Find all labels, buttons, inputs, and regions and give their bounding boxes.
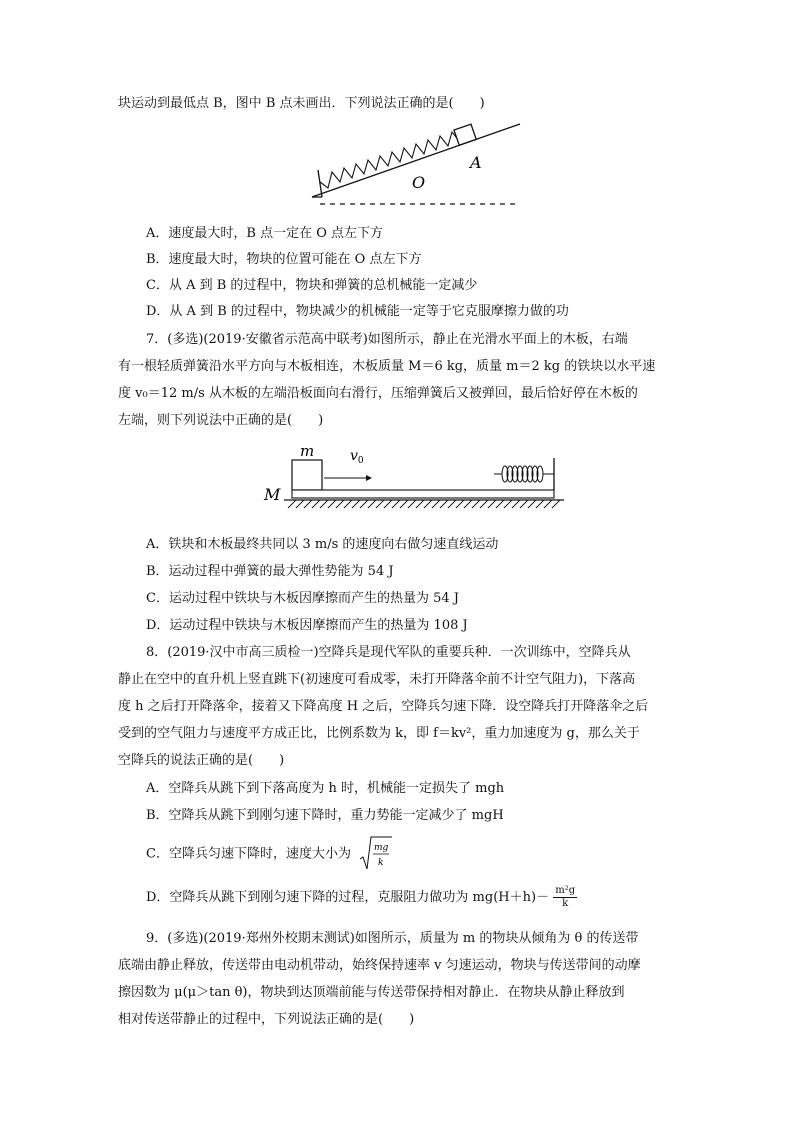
q8-line-3: 度 h 之后打开降落伞，接着又下降高度 H 之后，空降兵匀速下降．设空降兵打开降落伞之后 xyxy=(118,699,649,714)
q7-option-a: A．铁块和木板最终共同以 3 m/s 的速度向右做匀速直线运动 xyxy=(146,537,499,552)
q8-option-a: A．空降兵从跳下到下落高度为 h 时，机械能一定损失了 mgh xyxy=(146,781,505,796)
q7-line-1: 7．(多选)(2019·安徽省示范高中联考)如图所示，静止在光滑水平面上的木板，右端 xyxy=(146,332,628,347)
q7-line-4: 左端，则下列说法中正确的是( ) xyxy=(118,413,324,428)
q8-line-2: 静止在空中的直升机上竖直跳下(初速度可看成零，未打开降落伞前不计空气阻力)，下落高 xyxy=(118,672,636,687)
fraction-m2g-k: $\frac{\text{m²g}}{k}$ xyxy=(555,885,576,909)
spring xyxy=(320,132,460,188)
q9-line-1: 9．(多选)(2019·郑州外校期末测试)如图所示，质量为 m 的物块从倾角为 θ 的传送带 xyxy=(146,931,639,946)
svg-text:k: k xyxy=(378,857,384,868)
sqrt-expression xyxy=(359,834,393,874)
wooden-board xyxy=(292,490,554,498)
q6-stem-tail: 块运动到最低点 B，图中 B 点未画出．下列说法正确的是( ) xyxy=(118,96,485,111)
q8-option-c-text: C．空降兵匀速下降时，速度大小为 xyxy=(146,846,351,862)
block-a xyxy=(454,124,476,145)
q7-line-3: 度 v₀＝12 m/s 从木板的左端沿板面向右滑行，压缩弹簧后又被弹回，最后恰好停在木板的 xyxy=(118,386,638,401)
q9-line-3: 擦因数为 μ(μ＞tan θ)，物块到达顶端前能与传送带保持相对静止．在物块从静止释放到 xyxy=(118,985,625,1000)
label-M: M xyxy=(264,485,281,504)
board-spring-figure xyxy=(258,440,570,512)
q8-option-d-text: D．空降兵从跳下到刚匀速下降的过程，克服阻力做功为 mg(H＋h)－ xyxy=(146,890,550,905)
q8-line-5: 空降兵的说法正确的是( ) xyxy=(118,753,285,768)
q8-option-c xyxy=(146,834,393,874)
svg-text:mg: mg xyxy=(374,842,389,853)
q6-option-c: C．从 A 到 B 的过程中，物块和弹簧的总机械能一定减少 xyxy=(146,278,478,293)
spring-coil xyxy=(494,466,554,482)
q7-line-2: 有一根轻质弹簧沿水平方向与木板相连，木板质量 M＝6 kg，质量 m＝2 kg 的铁块以水平速 xyxy=(118,359,656,374)
q8-line-1: 8．(2019·汉中市高三质检一)空降兵是现代军队的重要兵种．一次训练中，空降兵从 xyxy=(146,645,631,660)
q8-option-b: B．空降兵从跳下到刚匀速下降时，重力势能一定减少了 mgH xyxy=(146,808,504,823)
label-v0: $v_0$ xyxy=(350,448,364,466)
iron-block xyxy=(292,460,322,490)
q7-option-b: B．运动过程中弹簧的最大弹性势能为 54 J xyxy=(146,564,394,579)
q9-line-2: 底端由静止释放，传送带由电动机带动，始终保持速率 v 匀速运动，物块与传送带间的动摩 xyxy=(118,958,641,973)
q8-line-4: 受到的空气阻力与速度平方成正比，比例系数为 k，即 f＝kv²，重力加速度为 g，那么关于 xyxy=(118,726,640,741)
q8-option-d xyxy=(146,880,577,916)
q6-option-b: B．速度最大时，物块的位置可能在 O 点左下方 xyxy=(146,252,422,267)
label-a: A xyxy=(470,153,482,172)
q9-line-4: 相对传送带静止的过程中，下列说法正确的是( ) xyxy=(118,1012,415,1027)
incline-spring-figure xyxy=(310,122,530,210)
q6-option-d: D．从 A 到 B 的过程中，物块减少的机械能一定等于它克服摩擦力做的功 xyxy=(146,304,569,319)
q7-option-c: C．运动过程中铁块与木板因摩擦而产生的热量为 54 J xyxy=(146,591,459,606)
label-m: m xyxy=(300,442,315,460)
label-o: O xyxy=(412,173,426,192)
q7-option-d: D．运动过程中铁块与木板因摩擦而产生的热量为 108 J xyxy=(146,618,468,633)
q6-option-a: A．速度最大时，B 点一定在 O 点左下方 xyxy=(146,226,383,241)
